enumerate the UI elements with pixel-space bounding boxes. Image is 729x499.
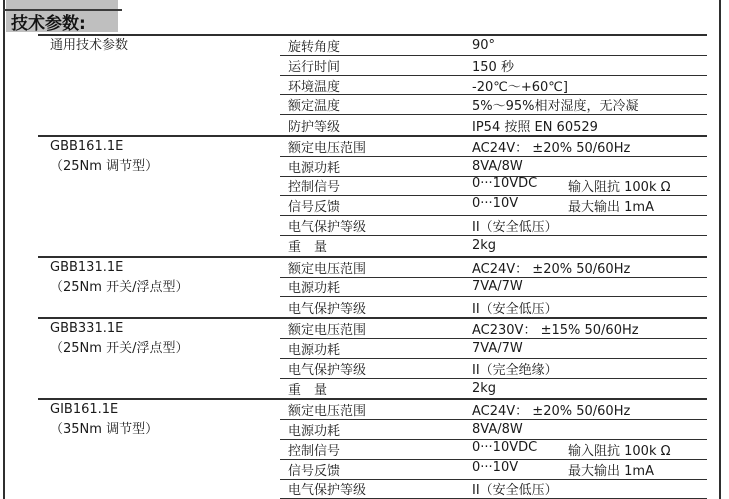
model-name: GBB331.1E (50, 321, 124, 337)
param-value: II（完全绝缘） (472, 362, 558, 378)
table-row (280, 359, 707, 379)
page-border-right (719, 0, 721, 499)
page-border-left (3, 0, 5, 499)
table-row (280, 400, 707, 420)
table-row (280, 216, 707, 236)
table-row (280, 115, 707, 135)
model-name: GBB161.1E (50, 138, 124, 154)
param-value-cell (472, 238, 707, 253)
param-value-cell (472, 298, 707, 317)
param-label: 环境温度 (288, 79, 341, 95)
param-label: 重 量 (288, 240, 328, 256)
param-value: 5%～95%相对湿度，无冷凝 (472, 99, 639, 115)
param-value: AC24V： ±20% 50/60Hz (472, 261, 631, 277)
table-row (280, 319, 707, 339)
table-row (280, 177, 707, 197)
table-row (280, 236, 707, 256)
table-row (280, 258, 707, 278)
param-label: 电气保护等级 (288, 301, 367, 317)
param-value-cell (472, 116, 707, 135)
param-value-cell (472, 422, 707, 437)
param-value: 150 秒 (472, 59, 514, 75)
spec-rows (280, 400, 707, 499)
param-value-cell (472, 137, 707, 156)
model-name-cell (50, 319, 278, 359)
table-row (280, 480, 707, 499)
spec-rows (280, 319, 707, 398)
spec-section (38, 256, 707, 317)
param-label: 信号反馈 (288, 200, 341, 216)
param-value: 0···10V (472, 196, 519, 212)
model-name: 通用技术参数 (50, 38, 129, 53)
param-label: 额定电压范围 (288, 261, 367, 277)
param-value-cell (472, 479, 707, 498)
spec-section (38, 34, 707, 135)
param-label: 运行时间 (288, 59, 341, 75)
param-label: 控制信号 (288, 180, 341, 196)
model-name-cell (50, 137, 278, 177)
param-value-cell (472, 196, 707, 215)
param-value: 90° (472, 37, 496, 53)
spec-section (38, 398, 707, 499)
param-value-cell (472, 460, 707, 479)
table-row (280, 440, 707, 460)
param-value-cell (472, 176, 707, 195)
param-label: 额定电压范围 (288, 140, 367, 156)
param-value-cell (472, 440, 707, 459)
param-value: 2kg (472, 380, 497, 396)
table-row (280, 297, 707, 317)
table-row (280, 196, 707, 216)
table-row (280, 339, 707, 359)
param-label: 信号反馈 (288, 463, 341, 479)
table-row (280, 157, 707, 177)
param-value-cell (472, 279, 707, 294)
model-name-cell (50, 258, 278, 298)
param-value: 8VA/8W (472, 422, 523, 438)
param-label: 额定电压范围 (288, 323, 367, 339)
param-label: 重 量 (288, 382, 328, 398)
param-value-cell (472, 56, 707, 75)
table-row (280, 460, 707, 480)
param-label: 额定电压范围 (288, 404, 367, 420)
param-value: II（安全低压） (472, 220, 558, 236)
param-label: 电源功耗 (288, 160, 341, 176)
param-label: 电源功耗 (288, 281, 341, 297)
param-value: 0···10VDC (472, 439, 538, 455)
model-subtitle: （25Nm 开关/浮点型） (50, 340, 189, 356)
param-label: 旋转角度 (288, 39, 341, 55)
param-value-cell (472, 359, 707, 378)
param-label: 额定温度 (288, 99, 341, 115)
table-row (280, 278, 707, 298)
param-label: 电气保护等级 (288, 220, 367, 236)
table-row (280, 36, 707, 56)
spec-rows (280, 137, 707, 256)
param-value: 0···10V (472, 459, 519, 475)
model-name: GIB161.1E (50, 402, 119, 418)
param-value: II（安全低压） (472, 483, 558, 499)
param-value: 7VA/7W (472, 279, 523, 295)
param-value-cell (472, 216, 707, 235)
param-label: 电源功耗 (288, 342, 341, 358)
model-subtitle: （35Nm 调节型） (50, 422, 159, 438)
param-value: IP54 按照 EN 60529 (472, 119, 598, 135)
param-value-cell (472, 400, 707, 419)
param-value: AC24V： ±20% 50/60Hz (472, 140, 631, 156)
param-value-cell (472, 258, 707, 277)
param-label: 防护等级 (288, 119, 341, 135)
page-title: 技术参数: (11, 14, 86, 34)
param-value-cell (472, 381, 707, 396)
param-value: II（安全低压） (472, 301, 558, 317)
param-value-note: 最大输出 1mA (568, 200, 654, 216)
table-row (280, 95, 707, 115)
param-value-note: 输入阻抗 100k Ω (568, 443, 671, 459)
table-row (280, 56, 707, 76)
model-subtitle: （25Nm 调节型） (50, 158, 159, 174)
table-row (280, 76, 707, 96)
model-subtitle: （25Nm 开关/浮点型） (50, 279, 189, 295)
param-value: 0···10VDC (472, 176, 538, 192)
param-value-cell (472, 341, 707, 356)
spec-section (38, 135, 707, 256)
param-label: 电气保护等级 (288, 483, 367, 499)
spec-rows (280, 36, 707, 135)
param-value-cell (472, 95, 707, 114)
param-value: 2kg (472, 238, 497, 254)
param-label: 电气保护等级 (288, 362, 367, 378)
param-value: 8VA/8W (472, 158, 523, 174)
param-value-note: 最大输出 1mA (568, 463, 654, 479)
param-value: AC24V： ±20% 50/60Hz (472, 404, 631, 420)
param-value-note: 输入阻抗 100k Ω (568, 180, 671, 196)
model-name-cell (50, 36, 278, 56)
table-row (280, 420, 707, 440)
model-name: GBB131.1E (50, 259, 124, 275)
param-label: 电源功耗 (288, 424, 341, 440)
param-value-cell (472, 159, 707, 174)
spec-table (38, 34, 707, 499)
param-value: 7VA/7W (472, 340, 523, 356)
param-value-cell (472, 319, 707, 338)
spec-rows (280, 258, 707, 317)
param-value: -20℃～+60℃] (472, 79, 568, 95)
param-value: AC230V： ±15% 50/60Hz (472, 323, 639, 339)
spec-section (38, 317, 707, 398)
param-label: 控制信号 (288, 443, 341, 459)
param-value-cell (472, 38, 707, 53)
table-row (280, 379, 707, 399)
model-name-cell (50, 400, 278, 440)
table-row (280, 137, 707, 157)
param-value-cell (472, 76, 707, 95)
